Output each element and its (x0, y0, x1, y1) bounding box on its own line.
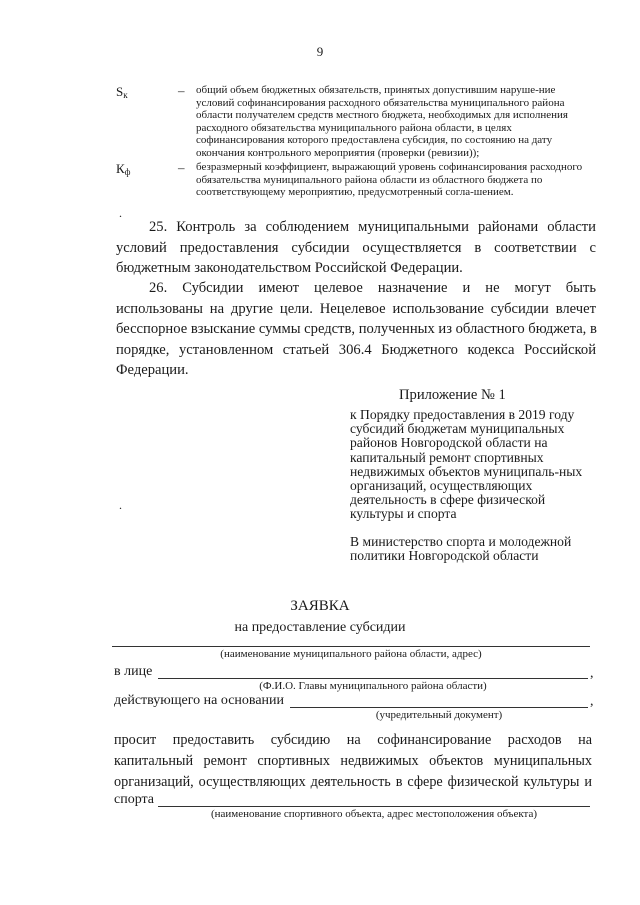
caption-municipal: (наименование муниципального района области, адрес) (220, 648, 482, 660)
form-title: ЗАЯВКА (290, 598, 350, 614)
paragraph-line: порядке, установленном статьей 306.4 Бюджетного кодекса Российской (116, 341, 596, 358)
paragraph-25 (116, 217, 596, 279)
paragraph-line: 26. Субсидии имеют целевое назначение и не могут быть (149, 280, 596, 296)
paragraph-26 (116, 278, 596, 381)
caption-fio: (Ф.И.О. Главы муниципального района области) (259, 680, 487, 692)
stray-mark: . (119, 206, 122, 220)
sport-object-field[interactable] (158, 806, 590, 807)
form-subtitle: на предоставление субсидии (234, 620, 406, 635)
label-basis: действующего на основании (114, 693, 285, 708)
page-number: 9 (316, 44, 324, 59)
symbol-letter: К (116, 161, 125, 176)
appendix-text: к Порядку предоставления в 2019 году субсидий бюджетам муниципальных районов Новгородской области на капитальный ремонт спортивных недвижимых объектов муниципаль-ных организаций, осуществляющих деятельность в сфере физической культуры и спорта (350, 407, 583, 522)
paragraph-line: 25. Контроль за соблюдением муниципальными районами области (149, 219, 596, 235)
caption-document: (учредительный документ) (375, 709, 503, 721)
request-line: капитальный ремонт спортивных недвижимых объектов муниципальных (114, 753, 592, 769)
stray-mark: . (119, 498, 122, 512)
definition-text-kf: безразмерный коэффициент, выражающий уровень софинансирования расходного обязательства муниципального района области из областного бюджета по соответствующему мероприятию, предусмотренный согла-шением. (196, 161, 583, 199)
request-text (114, 730, 592, 793)
definition-dash: – (178, 160, 185, 175)
symbol-subscript: ф (124, 167, 131, 177)
label-person: в лице (114, 664, 153, 679)
comma: , (590, 666, 594, 681)
paragraph-line: бесспорное взыскание суммы средств, полученных из областного бюджета, в (116, 321, 597, 337)
request-line: просит предоставить субсидию на софинансирование расходов на (114, 732, 592, 748)
paragraph-line: условий предоставления субсидии осуществляется в соответствии с (116, 239, 596, 256)
paragraph-line: Федерации. (116, 362, 189, 378)
definition-dash: – (178, 83, 185, 98)
municipal-name-field[interactable] (112, 646, 590, 647)
appendix-title: Приложение № 1 (399, 387, 506, 403)
comma: , (590, 694, 594, 709)
caption-object: (наименование спортивного объекта, адрес местоположения объекта) (210, 808, 538, 820)
addressee: В министерство спорта и молодежной политики Новгородской области (350, 534, 572, 564)
request-line: организаций, осуществляющих деятельность в сфере физической культуры и (114, 774, 592, 790)
basis-document-field[interactable] (290, 707, 588, 708)
symbol-letter: S (116, 84, 124, 99)
label-sport: спорта (114, 792, 155, 807)
definition-text-sk: общий объем бюджетных обязательств, принятых допустившим наруше-ние условий софинансирования расходного обязательства муниципального района области получателем средств местного бюджета, необходимых для исполнения расходного обязательства муниципального района области, в целях софинансирования которого предоставлена субсидия, по состоянию на дату окончания контрольного мероприятия (проверки (ревизии)); (196, 84, 568, 159)
definition-symbol-sk (116, 84, 128, 100)
paragraph-line: бюджетным законодательством Российской Федерации. (116, 260, 463, 276)
fio-field[interactable] (158, 678, 588, 679)
paragraph-line: использованы на другие цели. Нецелевое использование субсидии влечет (116, 300, 596, 317)
symbol-subscript: к (123, 90, 128, 100)
definition-symbol-kf (116, 161, 131, 177)
